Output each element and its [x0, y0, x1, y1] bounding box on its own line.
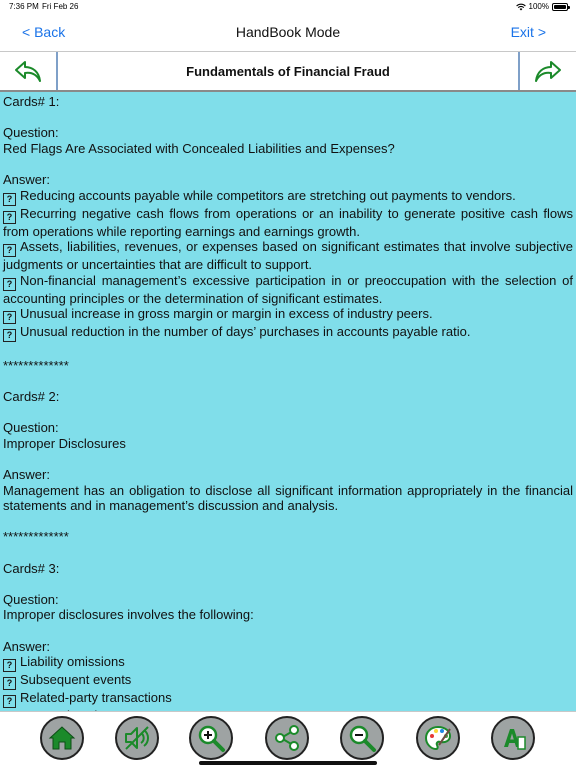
- card-1: [3, 94, 573, 389]
- answer-item: [3, 672, 573, 690]
- answer-item-text: Subsequent events: [20, 672, 132, 688]
- answer-label: Answer:: [3, 638, 50, 654]
- status-date: Fri Feb 26: [42, 2, 79, 11]
- answer-item-text: Reducing accounts payable while competitors are stretching out payments to vendors.: [20, 187, 516, 203]
- status-right: [516, 2, 568, 11]
- zoom-out-button[interactable]: [340, 716, 384, 760]
- answer-item-text: Assets, liabilities, revenues, or expenses based on significant estimates that involve subjective judgments or uncertainties that are difficult to support.: [3, 239, 573, 273]
- answer-item: [3, 306, 573, 324]
- battery-percent: 100%: [528, 2, 549, 11]
- zoom-in-button[interactable]: [189, 716, 233, 760]
- bullet-box-icon: ?: [3, 329, 16, 342]
- bullet-box-icon: ?: [3, 659, 16, 672]
- card-separator: *************: [3, 529, 69, 545]
- bullet-box-icon: ?: [3, 193, 16, 206]
- answer-item: [3, 324, 573, 342]
- palette-icon: [423, 723, 453, 753]
- card-header: Cards# 2:: [3, 389, 60, 405]
- back-button[interactable]: < Back: [22, 24, 66, 40]
- card-separator: *************: [3, 357, 69, 373]
- card-2: [3, 389, 573, 561]
- question-text: Red Flags Are Associated with Concealed Liabilities and Expenses?: [3, 140, 395, 156]
- topic-title: Fundamentals of Financial Fraud: [186, 64, 390, 79]
- bullet-box-icon: ?: [3, 211, 16, 224]
- answer-item: [3, 188, 573, 206]
- home-icon: [47, 723, 77, 753]
- home-indicator: [199, 761, 377, 765]
- answer-item-text: Unusual increase in gross margin or margin in excess of industry peers.: [20, 306, 433, 322]
- wifi-icon: [516, 3, 526, 11]
- font-icon: [498, 723, 528, 753]
- answer-text: Management has an obligation to disclose all significant information appropriately in the financial statements and in management’s discussion and analysis.: [3, 482, 573, 514]
- answer-label: Answer:: [3, 171, 50, 187]
- topic-bar: [0, 52, 576, 92]
- bullet-box-icon: ?: [3, 695, 16, 708]
- bullet-box-icon: ?: [3, 311, 16, 324]
- next-button[interactable]: [518, 52, 576, 90]
- answer-item: [3, 690, 573, 708]
- answer-item-text: Liability omissions: [20, 654, 125, 670]
- card-header: Cards# 1:: [3, 94, 60, 109]
- answer-item: [3, 239, 573, 273]
- exit-button[interactable]: Exit >: [510, 24, 546, 40]
- status-time: 7:36 PM: [9, 2, 39, 11]
- card-content-area[interactable]: [0, 92, 576, 711]
- zoom-in-icon: [196, 723, 226, 753]
- share-icon: [272, 723, 302, 753]
- status-bar: [0, 0, 576, 14]
- forward-arrow-icon: [533, 58, 563, 84]
- home-button[interactable]: [40, 716, 84, 760]
- question-text: Improper Disclosures: [3, 435, 126, 451]
- zoom-out-icon: [347, 723, 377, 753]
- speaker-button[interactable]: [115, 716, 159, 760]
- bullet-box-icon: ?: [3, 677, 16, 690]
- answer-item-text: Recurring negative cash flows from operations or an inability to generate positive cash flows from operations while reporting earnings and earnings growth.: [3, 205, 573, 239]
- answer-item-text: Related-party transactions: [20, 690, 172, 706]
- previous-button[interactable]: [0, 52, 58, 90]
- card-header: Cards# 3:: [3, 560, 60, 576]
- bullet-box-icon: ?: [3, 244, 16, 257]
- navigation-bar: [0, 14, 576, 52]
- battery-icon: [552, 3, 568, 11]
- answer-item-text: Unusual reduction in the number of days’ purchases in accounts payable ratio.: [20, 324, 471, 340]
- answer-item: [3, 654, 573, 672]
- speaker-icon: [122, 723, 152, 753]
- share-button[interactable]: [265, 716, 309, 760]
- question-label: Question:: [3, 420, 59, 436]
- bullet-box-icon: ?: [3, 278, 16, 291]
- nav-title: HandBook Mode: [235, 24, 341, 40]
- theme-button[interactable]: [416, 716, 460, 760]
- question-label: Question:: [3, 591, 59, 607]
- back-arrow-icon: [13, 58, 43, 84]
- question-label: Question:: [3, 125, 59, 141]
- answer-item: [3, 206, 573, 240]
- answer-label: Answer:: [3, 467, 50, 483]
- card-3: [3, 561, 573, 727]
- answer-item: [3, 273, 573, 307]
- bottom-toolbar: [0, 711, 576, 768]
- question-text: Improper disclosures involves the following:: [3, 607, 254, 623]
- answer-item-text: Non-financial management’s excessive participation in or preoccupation with the selection of accounting principles or the determination of significant estimates.: [3, 272, 573, 306]
- font-button[interactable]: [491, 716, 535, 760]
